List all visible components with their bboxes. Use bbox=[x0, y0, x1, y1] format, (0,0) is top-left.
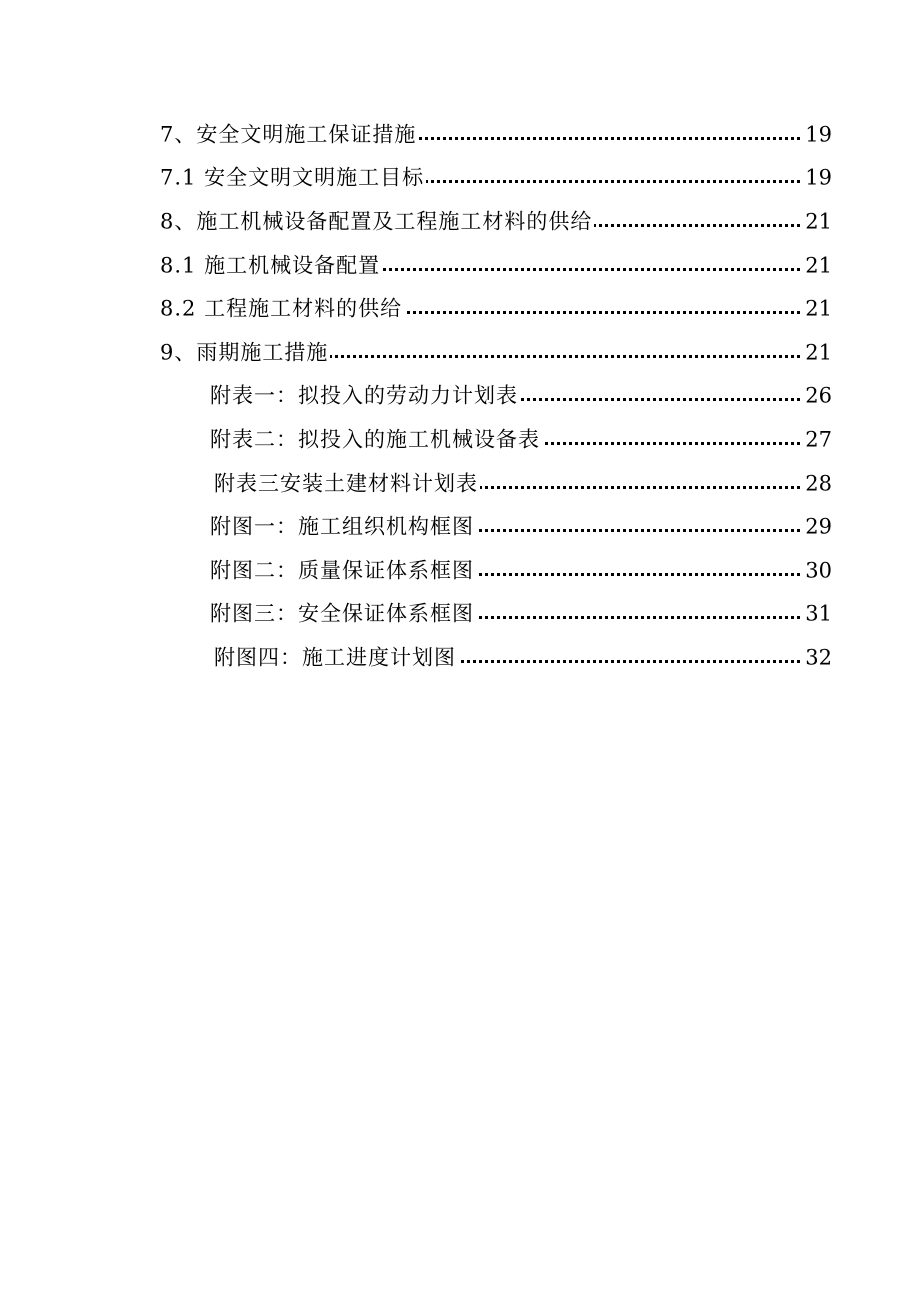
toc-entry-page: 32 bbox=[805, 645, 832, 670]
toc-entry-title: 附图二：质量保证体系框图 bbox=[210, 558, 474, 583]
toc-entry-title: 8.1 施工机械设备配置 bbox=[160, 253, 381, 278]
toc-entry[interactable] bbox=[0, 287, 920, 331]
toc-entry[interactable] bbox=[0, 200, 920, 244]
toc-entry-page: 21 bbox=[805, 253, 832, 278]
toc-entry[interactable] bbox=[0, 375, 920, 419]
toc-entry-page: 19 bbox=[805, 122, 832, 147]
toc-entry-page: 21 bbox=[805, 296, 832, 321]
toc-entry[interactable] bbox=[0, 244, 920, 288]
toc-entry[interactable] bbox=[0, 331, 920, 375]
toc-entry-title: 附图一：施工组织机构框图 bbox=[210, 514, 474, 539]
toc-entry-title: 附表一：拟投入的劳动力计划表 bbox=[210, 383, 518, 408]
toc-entry-page: 21 bbox=[805, 340, 832, 365]
toc-entry[interactable] bbox=[0, 593, 920, 637]
toc-entry-page: 19 bbox=[805, 165, 832, 190]
toc-entry-page: 21 bbox=[805, 209, 832, 234]
toc-entry-page: 30 bbox=[805, 558, 832, 583]
toc-entry-page: 29 bbox=[805, 514, 832, 539]
toc-entry[interactable] bbox=[0, 157, 920, 201]
toc-entry-title: 附表三安装土建材料计划表 bbox=[214, 471, 478, 496]
toc-entry-title: 8、施工机械设备配置及工程施工材料的供给 bbox=[160, 209, 593, 234]
toc-entry-page: 31 bbox=[805, 601, 832, 626]
table-of-contents bbox=[0, 113, 920, 680]
toc-entry-title: 9、雨期施工措施 bbox=[160, 340, 329, 365]
toc-entry-page: 28 bbox=[805, 471, 832, 496]
toc-entry-title: 7.1 安全文明文明施工目标 bbox=[160, 165, 425, 190]
toc-entry-title: 8.2 工程施工材料的供给 bbox=[160, 296, 403, 321]
toc-entry-page: 26 bbox=[805, 383, 832, 408]
toc-entry[interactable] bbox=[0, 636, 920, 680]
toc-entry-title: 附图三：安全保证体系框图 bbox=[210, 601, 474, 626]
toc-entry-title: 附表二：拟投入的施工机械设备表 bbox=[210, 427, 540, 452]
toc-entry-title: 7、安全文明施工保证措施 bbox=[160, 122, 417, 147]
toc-entry[interactable] bbox=[0, 549, 920, 593]
toc-entry[interactable] bbox=[0, 462, 920, 506]
toc-entry[interactable] bbox=[0, 505, 920, 549]
toc-entry[interactable] bbox=[0, 113, 920, 157]
toc-entry[interactable] bbox=[0, 418, 920, 462]
toc-entry-title: 附图四：施工进度计划图 bbox=[214, 645, 456, 670]
toc-entry-page: 27 bbox=[805, 427, 832, 452]
